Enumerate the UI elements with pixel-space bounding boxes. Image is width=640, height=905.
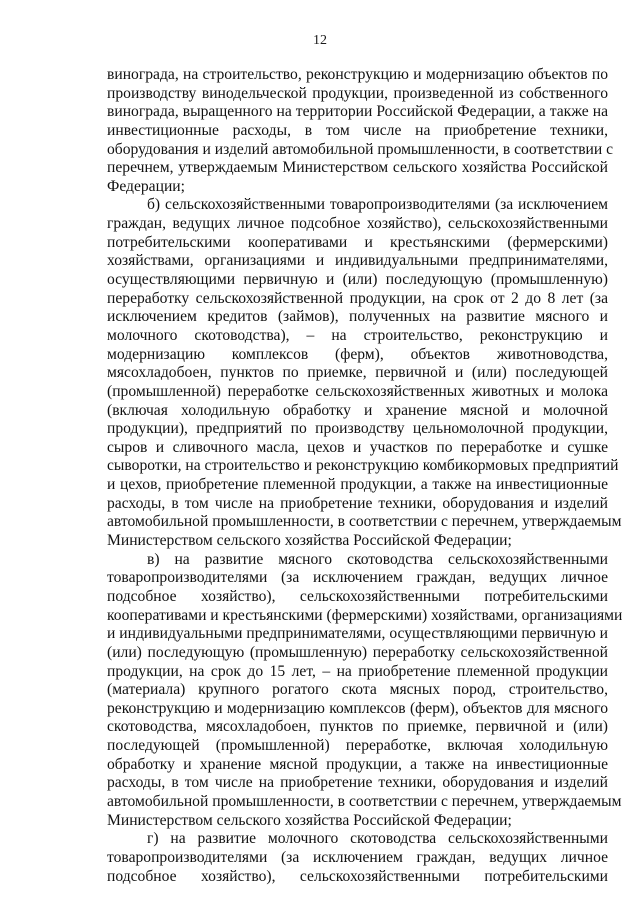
text-line: г) на развитие молочного скотоводства сельскохозяйственными	[147, 830, 608, 848]
page-number: 12	[313, 33, 327, 48]
text-line: мясохладобоен, пунктов по приемке, первичной и (или) последующей	[107, 364, 608, 382]
text-line: производству винодельческой продукции, произведенной из собственного	[107, 84, 608, 102]
text-line: сыров и сливочного масла, цехов и участков по переработке и сушке	[107, 438, 608, 456]
text-line: (промышленной) переработке сельскохозяйственных животных и молока	[107, 382, 608, 400]
text-line: продукции, на срок до 15 лет, – на приобретение племенной продукции	[107, 662, 608, 680]
text-line: продукции), предприятий по производству цельномолочной продукции,	[107, 420, 608, 438]
text-line: перечнем, утверждаемым Министерством сельского хозяйства Российской	[107, 159, 608, 177]
text-line: осуществляющими первичную и (или) последующую (промышленную)	[107, 271, 608, 289]
text-line: расходы, в том числе на приобретение техники, оборудования и изделий	[107, 774, 608, 792]
text-line: подсобное хозяйство), сельскохозяйственными потребительскими	[107, 867, 608, 885]
text-line: и цехов, приобретение племенной продукции, а также на инвестиционные	[107, 476, 608, 494]
text-line: винограда, на строительство, реконструкцию и модернизацию объектов по	[107, 66, 608, 83]
text-line: и индивидуальными предпринимателями, осуществляющими первичную и	[107, 625, 608, 643]
paragraph-item-b	[107, 196, 622, 550]
text-line: обработку и хранение мясной продукции, а также на инвестиционные	[107, 755, 608, 773]
text-line: исключением кредитов (займов), полученных на развитие мясного и	[107, 308, 608, 326]
text-line: кооперативами и крестьянскими (фермерскими) хозяйствами, организациями	[107, 606, 623, 624]
text-line: последующей (промышленной) переработке, включая холодильную	[107, 737, 608, 755]
text-line: б) сельскохозяйственными товаропроизводителями (за исключением	[147, 196, 608, 214]
text-line: товаропроизводителями (за исключением граждан, ведущих личное	[107, 848, 608, 866]
text-line: Министерством сельского хозяйства Российской Федерации;	[107, 532, 512, 550]
text-line: (материала) крупного рогатого скота мясных пород, строительство,	[107, 681, 608, 699]
text-line: товаропроизводителями (за исключением граждан, ведущих личное	[107, 569, 608, 587]
document-body	[107, 66, 623, 886]
text-line: винограда, выращенного на территории Российской Федерации, а также на	[107, 103, 608, 121]
text-line: модернизацию комплексов (ферм), объектов животноводства,	[107, 345, 608, 363]
text-line: хозяйствами, организациями и индивидуальными предпринимателями,	[107, 252, 608, 270]
text-line: граждан, ведущих личное подсобное хозяйство), сельскохозяйственными	[107, 215, 608, 233]
paragraph-item-v	[107, 550, 623, 831]
paragraph-item-g	[107, 830, 608, 886]
text-line: (или) последующую (промышленную) переработку сельскохозяйственной	[107, 643, 608, 661]
paragraph-continuation	[107, 66, 614, 196]
text-line: (включая холодильную обработку и хранение мясной и молочной	[107, 401, 608, 419]
text-line: в) на развитие мясного скотоводства сельскохозяйственными	[147, 550, 608, 568]
text-line: скотоводства, мясохладобоен, пунктов по приемке, первичной и (или)	[107, 718, 608, 736]
text-line: инвестиционные расходы, в том числе на приобретение техники,	[107, 121, 608, 139]
text-line: Министерством сельского хозяйства Российской Федерации;	[107, 811, 512, 829]
text-line: Федерации;	[107, 177, 185, 195]
text-line: потребительскими кооперативами и крестьянскими (фермерскими)	[107, 233, 608, 251]
text-line: молочного скотоводства), – на строительство, реконструкцию и	[107, 326, 608, 344]
text-line: сыворотки, на строительство и реконструкцию комбикормовых предприятий	[107, 457, 619, 475]
text-line: автомобильной промышленности, в соответствии с перечнем, утверждаемым	[107, 513, 622, 531]
text-line: переработку сельскохозяйственной продукции, на срок от 2 до 8 лет (за	[107, 289, 608, 307]
text-line: оборудования и изделий автомобильной промышленности, в соответствии с	[107, 140, 614, 158]
text-line: подсобное хозяйство), сельскохозяйственными потребительскими	[107, 587, 608, 605]
text-line: реконструкцию и модернизацию комплексов (ферм), объектов для мясного	[107, 699, 608, 717]
text-line: расходы, в том числе на приобретение техники, оборудования и изделий	[107, 494, 608, 512]
text-line: автомобильной промышленности, в соответствии с перечнем, утверждаемым	[107, 792, 622, 810]
